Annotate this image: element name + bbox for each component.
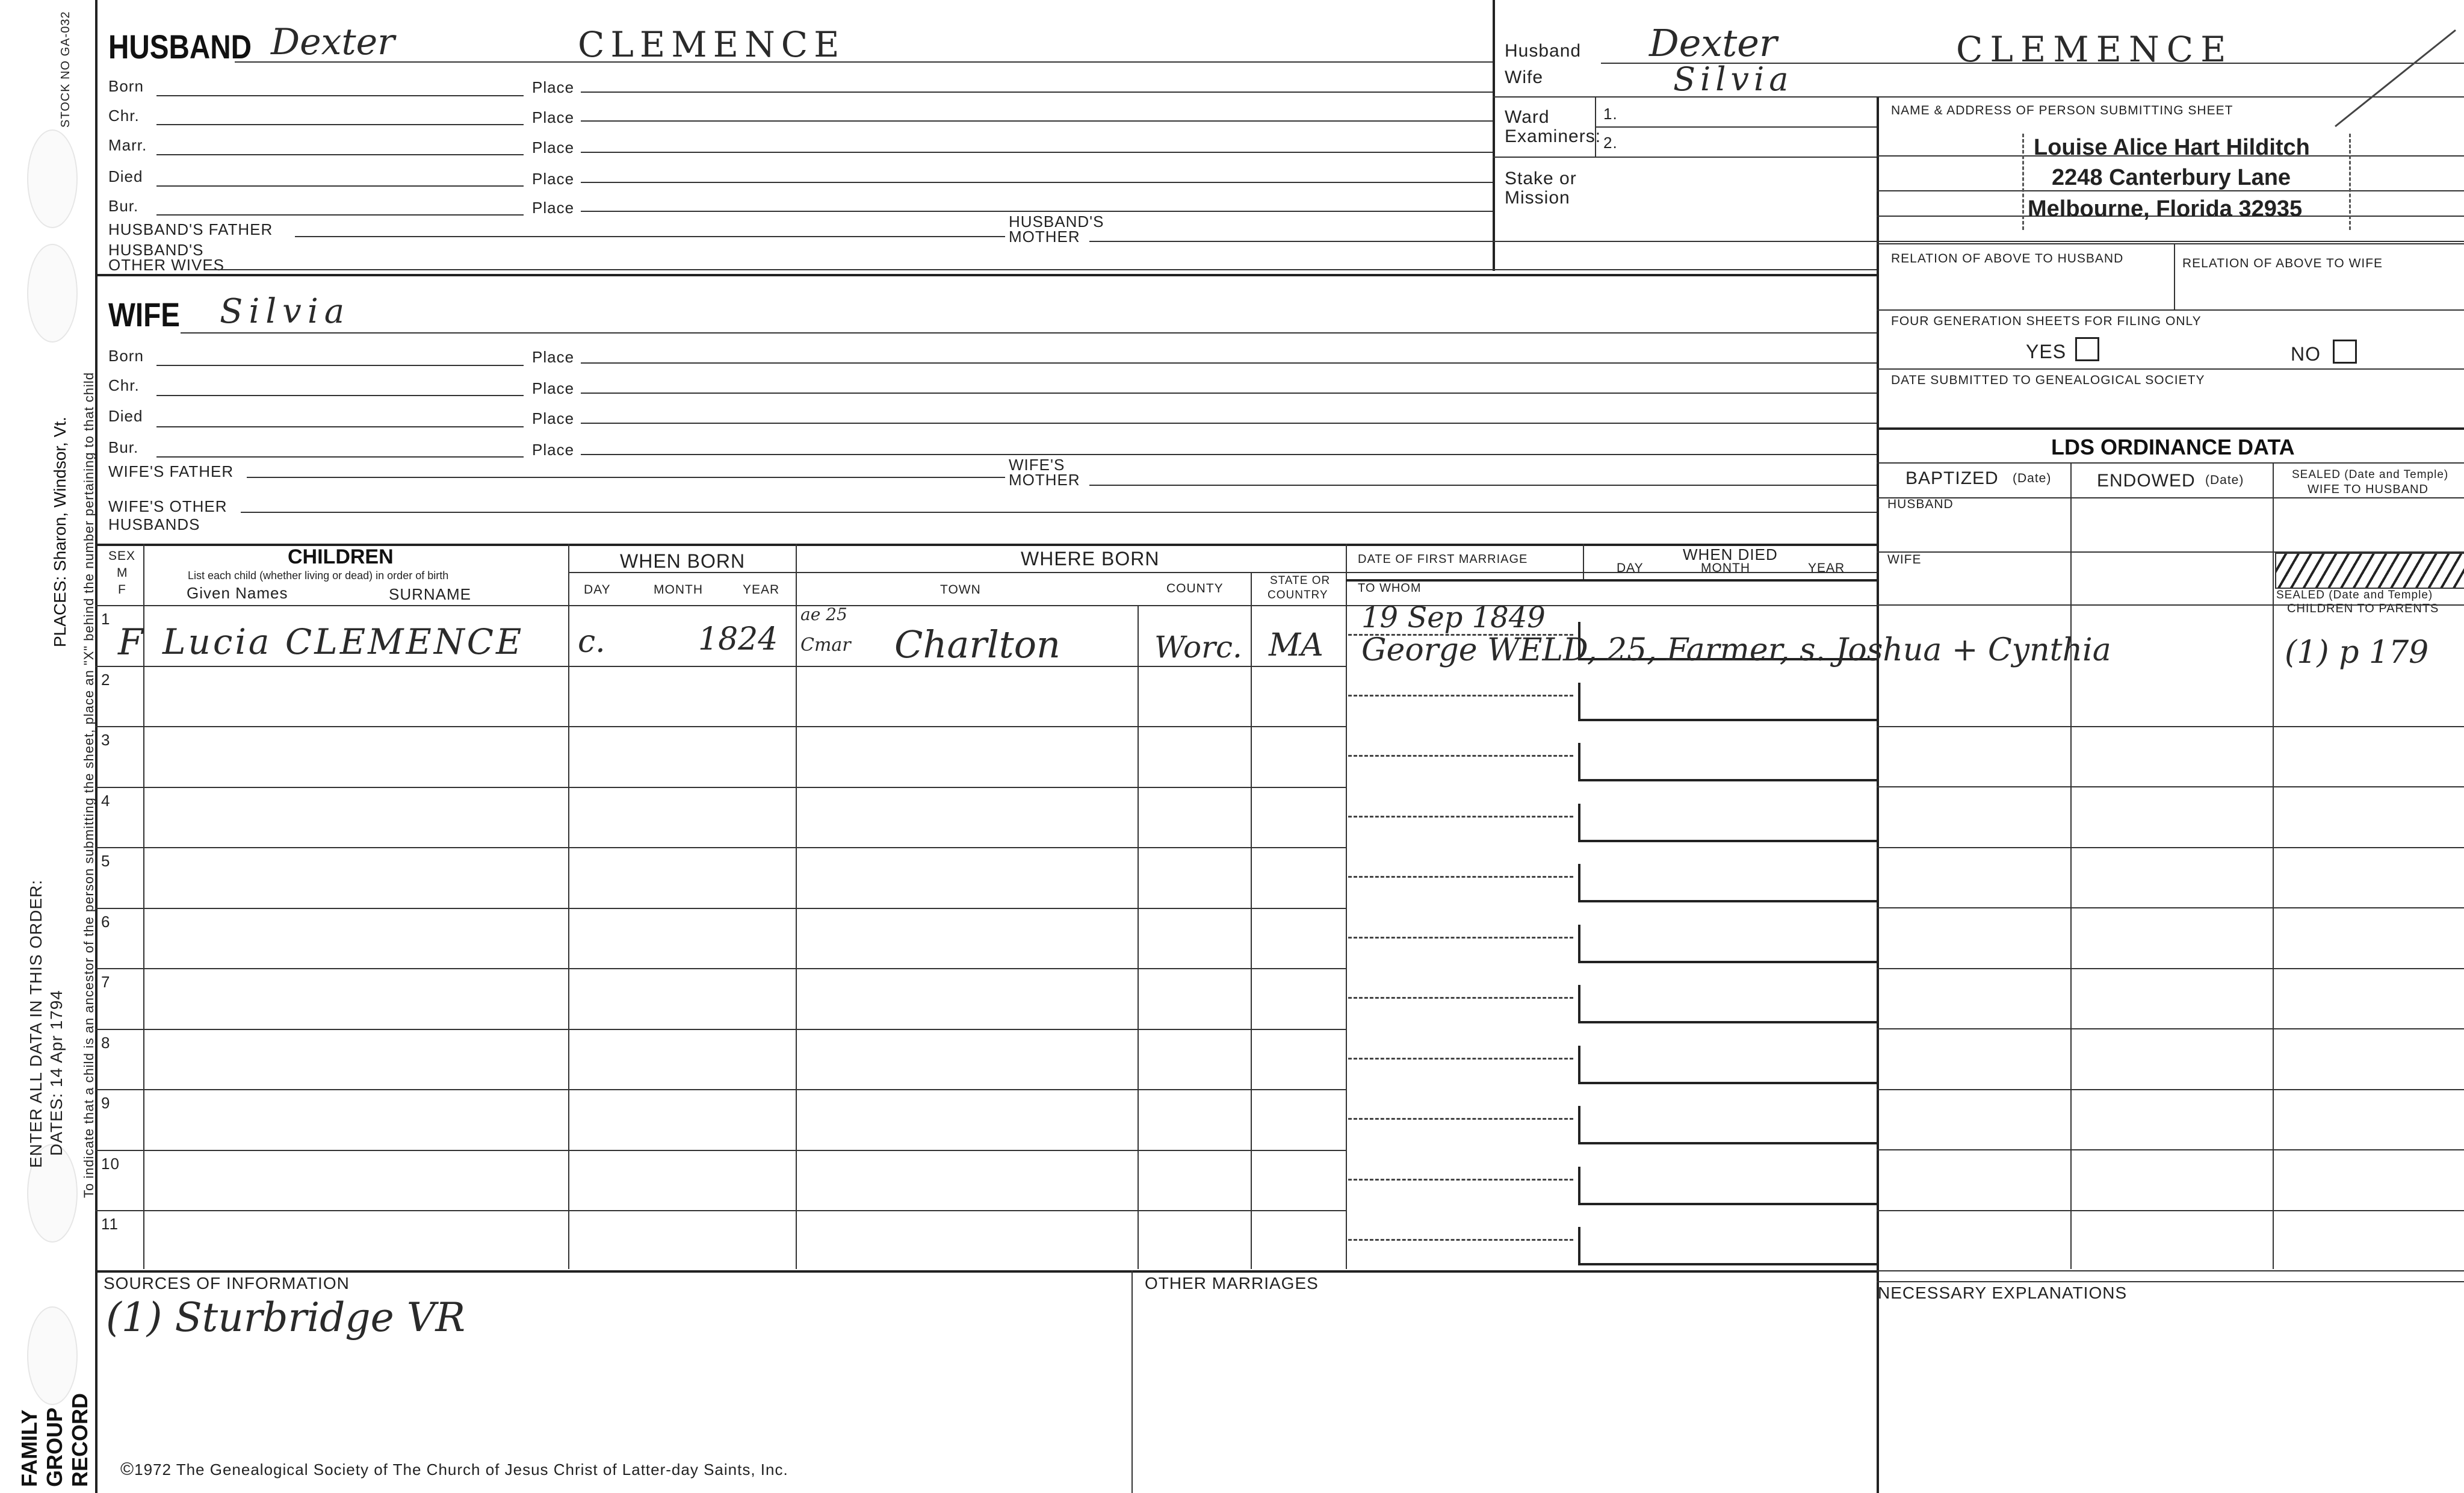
- given-names-header: Given Names: [187, 584, 288, 602]
- yes-checkbox[interactable]: [2075, 337, 2099, 361]
- child-row-number: 5: [101, 852, 111, 870]
- died-cell: [1578, 1167, 1879, 1205]
- line: [156, 95, 524, 96]
- line: [1346, 572, 1877, 573]
- line: [2174, 243, 2175, 309]
- line: [1346, 579, 1877, 582]
- line: [1138, 605, 1139, 1269]
- children-header: CHILDREN: [288, 545, 394, 568]
- wife-chr-label: Chr.: [108, 376, 140, 394]
- rh-husband-label: Husband: [1505, 41, 1582, 61]
- line: [181, 332, 1877, 334]
- wife-born-label: Born: [108, 347, 144, 365]
- line: [1251, 572, 1252, 1269]
- child-row-number: 6: [101, 913, 111, 931]
- child-row-number: 3: [101, 731, 111, 749]
- record-title-3: RECORD: [67, 1392, 92, 1487]
- where-born-header: WHERE BORN: [1021, 548, 1160, 570]
- marriage-dash-line: [1348, 1179, 1573, 1181]
- lds-row-line: [1877, 1270, 2464, 1271]
- copyright: [120, 1459, 788, 1480]
- lds-row-line: [1877, 907, 2464, 908]
- lds-endowed: ENDOWED: [2097, 471, 2196, 491]
- examiners-label: Examiners:: [1505, 126, 1602, 146]
- section-border: [95, 274, 1877, 276]
- sources-label: SOURCES OF INFORMATION: [104, 1274, 350, 1293]
- child-row-number: 9: [101, 1094, 111, 1112]
- children-note: List each child (whether living or dead) in order of birth: [188, 570, 449, 582]
- sex-header-3: F: [118, 583, 126, 597]
- to-whom-header: TO WHOM: [1358, 582, 1422, 595]
- day-header: DAY: [584, 583, 611, 597]
- line: [581, 454, 1877, 455]
- lds-row-line: [1877, 786, 2464, 787]
- rh-wife-name: Silvia: [1673, 60, 1794, 98]
- lds-sealed-wife-2: WIFE TO HUSBAND: [2308, 483, 2428, 496]
- line: [156, 154, 524, 155]
- four-gen-label: FOUR GENERATION SHEETS FOR FILING ONLY: [1891, 314, 2202, 328]
- stake-label-2: Mission: [1505, 188, 1570, 208]
- lds-sealed-wife-1: SEALED (Date and Temple): [2292, 468, 2449, 481]
- lds-row-line: [1877, 847, 2464, 848]
- examiner-2: 2.: [1603, 134, 1618, 152]
- wife-given-name: Silvia: [220, 292, 351, 331]
- binder-hole: [27, 1306, 78, 1405]
- copyright-text: 1972 The Genealogical Society of The Church of Jesus Christ of Latter-day Saints, Inc.: [134, 1460, 788, 1479]
- child-row-number: 2: [101, 671, 111, 689]
- line: [1131, 1270, 1133, 1493]
- child1-state: MA: [1269, 627, 1323, 663]
- line: [581, 393, 1877, 394]
- child-row-line: [95, 968, 1346, 969]
- child1-town-prefix-2: Cmar: [800, 635, 851, 656]
- date-submitted-label: DATE SUBMITTED TO GENEALOGICAL SOCIETY: [1891, 373, 2205, 387]
- record-title-2: GROUP: [42, 1407, 67, 1487]
- husband-marr-label: Marr.: [108, 136, 147, 154]
- wife-place-label: Place: [532, 409, 575, 427]
- explanations-label: NECESSARY EXPLANATIONS: [1878, 1283, 2128, 1302]
- child-row-line: [95, 787, 1346, 788]
- child1-sex: F: [118, 621, 143, 663]
- wife-father-label: WIFE'S FATHER: [108, 462, 234, 480]
- child-row-number: 1: [101, 610, 111, 628]
- line: [156, 185, 524, 187]
- died-cell: [1578, 925, 1879, 963]
- died-cell: [1578, 804, 1879, 842]
- died-month-header: MONTH: [1701, 561, 1750, 575]
- line: [156, 456, 524, 458]
- lds-husband-label: HUSBAND: [1887, 497, 1954, 511]
- child1-day: c.: [578, 624, 605, 660]
- husband-other-wives-1: HUSBAND'S: [108, 241, 204, 259]
- marriage-dash-line: [1348, 1058, 1573, 1060]
- child1-year: 1824: [698, 621, 778, 657]
- binder-hole: [27, 244, 78, 343]
- died-cell: [1578, 985, 1879, 1023]
- line: [2070, 462, 2072, 1269]
- line: [1877, 1281, 2464, 1282]
- child1-county: Worc.: [1154, 630, 1242, 665]
- marriage-dash-line: [1348, 755, 1573, 757]
- sex-header-2: M: [117, 566, 128, 580]
- marriage-dash-line: [1348, 997, 1573, 999]
- header-divider: [1493, 0, 1495, 271]
- line: [1583, 544, 1584, 580]
- line: [2273, 462, 2274, 1269]
- line: [1877, 243, 2464, 244]
- stamp-line-name: Louise Alice Hart Hilditch: [2034, 135, 2310, 160]
- yes-label: YES: [2026, 341, 2067, 362]
- month-header: MONTH: [654, 583, 703, 597]
- husband-surname: CLEMENCE: [578, 24, 846, 65]
- rh-husband-name: Dexter: [1649, 21, 1777, 65]
- line: [1089, 485, 1877, 486]
- wife-heading: WIFE: [108, 296, 180, 334]
- died-year-header: YEAR: [1808, 561, 1845, 575]
- husband-name-line: [235, 61, 1493, 63]
- marriage-dash-line: [1348, 876, 1573, 878]
- line: [208, 269, 1877, 270]
- line: [1089, 241, 2464, 242]
- husband-given-name: Dexter: [271, 21, 395, 63]
- line: [156, 426, 524, 427]
- stake-label-1: Stake or: [1505, 169, 1577, 188]
- marriage-dash-line: [1348, 695, 1573, 697]
- submitter-stamp: [2022, 134, 2351, 230]
- line: [1493, 157, 1877, 158]
- lds-row-line: [1877, 968, 2464, 969]
- died-cell: [1578, 683, 1879, 721]
- stamp-line-city: Melbourne, Florida 32935: [2028, 196, 2303, 222]
- wife-died-label: Died: [108, 407, 143, 425]
- husband-place-label: Place: [532, 170, 575, 188]
- marriage-dash-line: [1348, 1118, 1573, 1120]
- first-marriage-header: DATE OF FIRST MARRIAGE: [1358, 553, 1528, 566]
- wife-mother-label-2: MOTHER: [1009, 471, 1080, 489]
- state-header-1: STATE OR: [1270, 574, 1331, 587]
- hatched-area: [2275, 553, 2464, 589]
- marriage-dash-line: [1348, 816, 1573, 818]
- lds-row-line: [1877, 1210, 2464, 1211]
- line: [581, 182, 1493, 183]
- marriage-dash-line: [1348, 1239, 1573, 1241]
- lds-row-line: [1877, 1149, 2464, 1150]
- ancestor-note: To indicate that a child is an ancestor of the person submitting the sheet, place an "X" behind the number pertaining to that child: [81, 371, 96, 1198]
- line: [581, 211, 1493, 212]
- wife-place-label: Place: [532, 441, 575, 459]
- dates-order: DATES: 14 Apr 1794: [47, 990, 66, 1156]
- lds-row-line: [1877, 1089, 2464, 1090]
- copyright-symbol: ©: [120, 1459, 135, 1479]
- child-row-line: [95, 847, 1346, 848]
- line: [295, 236, 1005, 237]
- husband-mother-label-1: HUSBAND'S: [1009, 213, 1104, 231]
- children-table-bottom: [95, 1270, 1877, 1273]
- town-header: TOWN: [940, 583, 981, 597]
- husband-chr-label: Chr.: [108, 107, 140, 125]
- died-cell: [1578, 1046, 1879, 1084]
- line: [581, 120, 1493, 122]
- child-row-line: [95, 1150, 1346, 1151]
- sources-value: (1) Sturbridge VR: [106, 1294, 466, 1341]
- child-row-number: 7: [101, 973, 111, 991]
- wife-other-husbands-2: HUSBANDS: [108, 515, 200, 533]
- child1-town-prefix-1: ae 25: [800, 604, 847, 624]
- surname-header: SURNAME: [389, 585, 472, 603]
- lds-endowed-date: (Date): [2205, 473, 2244, 487]
- child1-name: Lucia CLEMENCE: [163, 621, 524, 662]
- line: [581, 92, 1493, 93]
- line: [1493, 96, 2464, 98]
- line: [95, 605, 1877, 606]
- lds-sealed-children-2: CHILDREN TO PARENTS: [2287, 602, 2439, 615]
- lds-title: LDS ORDINANCE DATA: [2051, 435, 2295, 459]
- husband-died-label: Died: [108, 167, 143, 185]
- husband-place-label: Place: [532, 138, 575, 157]
- child-row-number: 10: [101, 1155, 120, 1173]
- state-header-2: COUNTRY: [1268, 589, 1328, 601]
- line: [1346, 544, 1347, 1269]
- husband-mother-label-2: MOTHER: [1009, 228, 1080, 246]
- line: [156, 365, 524, 366]
- binder-hole: [27, 129, 78, 228]
- line: [247, 477, 1005, 478]
- line: [568, 572, 1346, 573]
- submitter-label: NAME & ADDRESS OF PERSON SUBMITTING SHEET: [1891, 104, 2233, 117]
- county-header: COUNTY: [1166, 582, 1224, 595]
- child-row-line: [95, 1210, 1346, 1211]
- examiner-1: 1.: [1603, 105, 1618, 123]
- record-title-1: FAMILY: [17, 1409, 42, 1487]
- line: [156, 395, 524, 396]
- died-cell: [1578, 864, 1879, 902]
- line: [796, 544, 797, 1269]
- husband-place-label: Place: [532, 108, 575, 126]
- child-row-line: [95, 666, 1346, 667]
- wife-other-husbands-1: WIFE'S OTHER: [108, 497, 228, 515]
- enter-order: ENTER ALL DATA IN THIS ORDER:: [26, 879, 45, 1168]
- wife-place-label: Place: [532, 348, 575, 366]
- when-died-header: WHEN DIED: [1683, 545, 1778, 563]
- line: [1877, 462, 2464, 464]
- lds-wife-label: WIFE: [1887, 553, 1922, 566]
- when-born-header: WHEN BORN: [620, 550, 746, 572]
- line: [156, 124, 524, 125]
- sex-header-1: SEX: [108, 549, 136, 563]
- child-row-line: [95, 908, 1346, 909]
- form-left-border: [95, 0, 98, 1493]
- line: [581, 362, 1877, 364]
- line: [568, 544, 569, 1269]
- child-row-line: [95, 1089, 1346, 1090]
- wife-bur-label: Bur.: [108, 438, 139, 456]
- husband-heading: HUSBAND: [108, 28, 252, 66]
- lds-baptized-date: (Date): [2013, 471, 2052, 485]
- husband-other-wives-2: OTHER WIVES: [108, 256, 225, 274]
- stock-number: STOCK NO GA-032: [59, 11, 72, 128]
- marriage-dash-line: [1348, 937, 1573, 939]
- wife-mother-label-1: WIFE'S: [1009, 456, 1065, 474]
- lds-row-line: [1877, 1028, 2464, 1029]
- husband-bur-label: Bur.: [108, 197, 139, 215]
- line: [1877, 497, 2464, 498]
- child-row-line: [95, 1029, 1346, 1030]
- lds-baptized: BAPTIZED: [1905, 468, 1999, 488]
- lds-row-line: [1877, 726, 2464, 727]
- child-row-number: 11: [101, 1215, 119, 1233]
- line: [1877, 604, 2464, 606]
- rh-wife-label: Wife: [1505, 67, 1543, 87]
- places-order: PLACES: Sharon, Windsor, Vt.: [51, 417, 69, 647]
- child1-town: Charlton: [894, 622, 1060, 666]
- wife-place-label: Place: [532, 379, 575, 397]
- child1-to-whom: George WELD, 25, Farmer, s. Joshua + Cynthia: [1361, 632, 2111, 668]
- stamp-line-street: 2248 Canterbury Lane: [2052, 165, 2291, 190]
- line: [156, 214, 524, 216]
- died-cell: [1578, 743, 1879, 781]
- husband-born-label: Born: [108, 77, 144, 95]
- line: [1877, 309, 2464, 311]
- husband-place-label: Place: [532, 199, 575, 217]
- year-header: YEAR: [743, 583, 780, 597]
- died-cell: [1578, 1106, 1879, 1144]
- line: [581, 423, 1877, 424]
- child1-page-ref: (1) p 179: [2285, 635, 2429, 671]
- child-row-number: 4: [101, 792, 111, 810]
- child1-marriage-date: 19 Sep 1849: [1361, 601, 1546, 635]
- relation-wife-label: RELATION OF ABOVE TO WIFE: [2182, 256, 2383, 270]
- other-marriages-label: OTHER MARRIAGES: [1145, 1274, 1319, 1293]
- no-checkbox[interactable]: [2333, 340, 2357, 364]
- pen-stroke: [2329, 24, 2462, 132]
- husband-father-label: HUSBAND'S FATHER: [108, 220, 273, 238]
- no-label: NO: [2291, 343, 2321, 365]
- line: [1877, 368, 2464, 370]
- died-cell: [1578, 1227, 1879, 1265]
- died-day-header: DAY: [1617, 561, 1644, 575]
- lds-sealed-children-1: SEALED (Date and Temple): [2276, 589, 2433, 601]
- child-row-line: [95, 726, 1346, 727]
- line: [241, 512, 1877, 513]
- line: [1595, 126, 1877, 128]
- rh-husband-surname: CLEMENCE: [1956, 29, 2233, 70]
- line: [143, 544, 144, 1269]
- ward-label: Ward: [1505, 107, 1550, 127]
- husband-place-label: Place: [532, 78, 575, 96]
- child-row-number: 8: [101, 1034, 111, 1052]
- relation-husband-label: RELATION OF ABOVE TO HUSBAND: [1891, 252, 2124, 265]
- line: [1877, 427, 2464, 430]
- line: [581, 152, 1493, 153]
